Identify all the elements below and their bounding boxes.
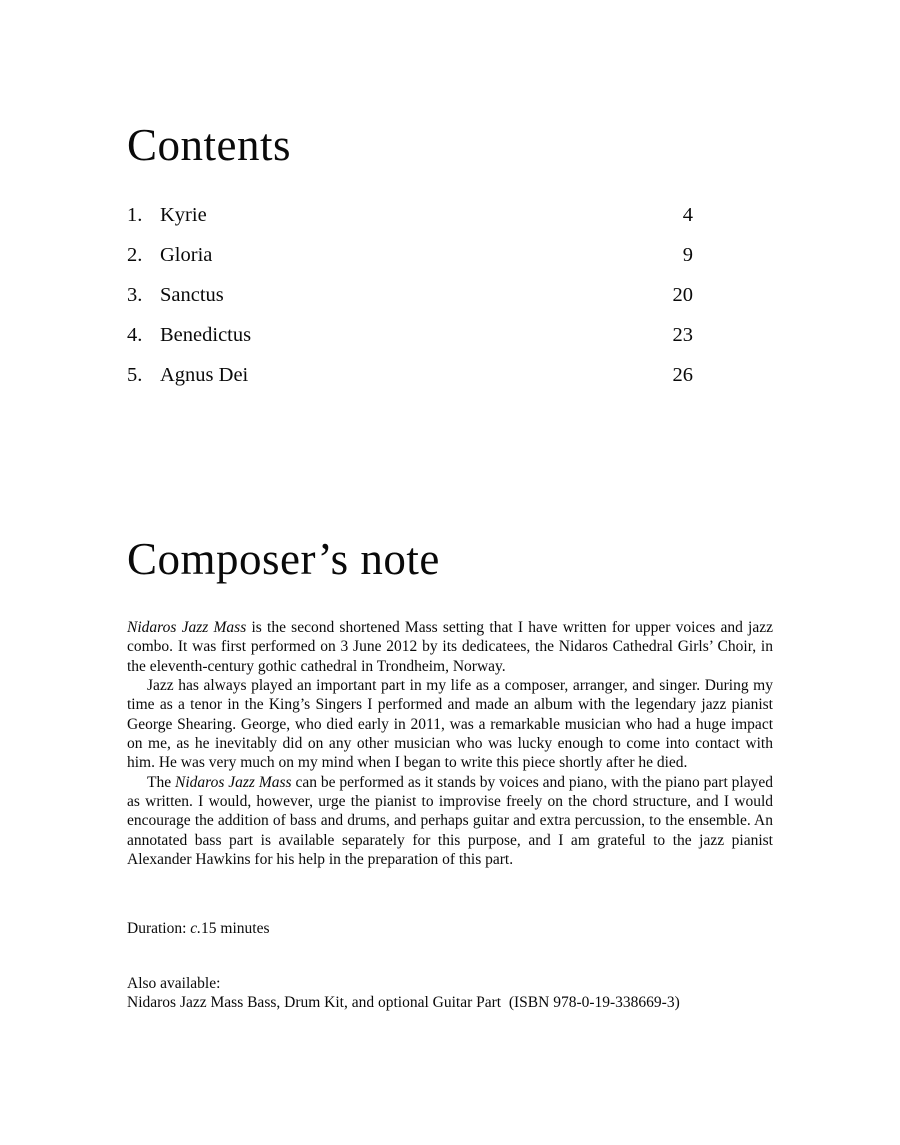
also-available-section <box>127 974 773 1013</box>
paragraph-text: The <box>147 773 175 791</box>
toc-row <box>127 275 773 315</box>
toc-row <box>127 315 773 355</box>
contents-title: Contents <box>127 120 292 170</box>
circa-abbreviation: c. <box>190 920 202 938</box>
also-available-item: Nidaros Jazz Mass Bass, Drum Kit, and optional Guitar Part (ISBN 978-0-19-338669-3) <box>127 994 680 1012</box>
duration-label: Duration: <box>127 920 191 938</box>
work-title-italic: Nidaros Jazz Mass <box>175 773 292 791</box>
duration-line <box>127 919 773 938</box>
composers-note-title: Composer’s note <box>127 534 440 584</box>
toc-row <box>127 235 773 275</box>
table-of-contents <box>127 195 773 395</box>
paragraph-text: is the second shortened Mass setting that I have written for upper voices and jazz combo. It was first performed on 3 June 2012 by its dedicatees, the Nidaros Cathedral Girls’ Choir, in the eleventh-century gothic cathedral in Trondheim, Norway. <box>127 619 773 675</box>
composers-note-paragraph-3 <box>127 773 773 870</box>
toc-item-title: Agnus Dei <box>160 364 249 386</box>
toc-row <box>127 355 773 395</box>
composers-note-paragraph-1 <box>127 618 773 676</box>
toc-item-title: Gloria <box>160 244 213 266</box>
toc-item-title: Kyrie <box>160 204 207 226</box>
toc-item-number: 1. <box>127 204 143 226</box>
toc-item-number: 5. <box>127 364 143 386</box>
toc-item-page: 26 <box>672 364 693 386</box>
toc-item-number: 2. <box>127 244 143 266</box>
page-content <box>127 0 773 1013</box>
toc-row <box>127 195 773 235</box>
toc-item-title: Benedictus <box>160 324 252 346</box>
toc-item-page: 20 <box>672 284 693 306</box>
toc-item-number: 3. <box>127 284 143 306</box>
composers-note-body <box>127 618 773 869</box>
toc-item-title: Sanctus <box>160 284 224 306</box>
toc-item-page: 23 <box>672 324 693 346</box>
toc-item-page: 4 <box>682 204 693 226</box>
composers-note-paragraph-2 <box>127 676 773 773</box>
paragraph-text: Jazz has always played an important part in my life as a composer, arranger, and singer. During my time as a tenor in the King’s Singers I performed and made an album with the legendary jazz pianist George Shearing. George, who died early in 2011, was a remarkable musician who had a huge impact on me, as he inevitably did on any other musician who was lucky enough to come into contact with him. He was very much on my mind when I began to write this piece shortly after he died. <box>127 677 773 772</box>
paragraph-text: can be performed as it stands by voices and piano, with the piano part played as written. I would, however, urge the pianist to improvise freely on the chord structure, and I would encourage the addition of bass and drums, and perhaps guitar and extra percussion, to the ensemble. An annotated bass part is available separately for this purpose, and I am grateful to the jazz pianist Alexander Hawkins for his help in the preparation of this part. <box>127 773 773 869</box>
toc-item-page: 9 <box>682 244 693 266</box>
also-available-label: Also available: <box>127 974 221 992</box>
work-title-italic: Nidaros Jazz Mass <box>127 619 247 636</box>
toc-item-number: 4. <box>127 324 143 346</box>
duration-value: 15 minutes <box>201 920 270 938</box>
